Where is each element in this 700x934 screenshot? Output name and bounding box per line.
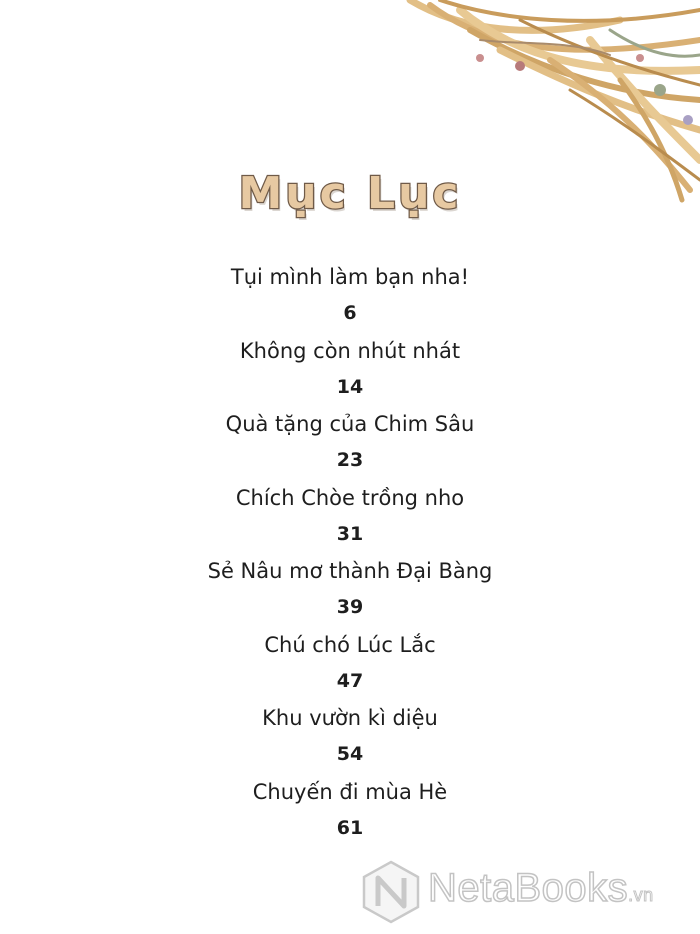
toc-entry [0, 630, 700, 704]
toc-entry-title: Quà tặng của Chim Sâu [225, 412, 475, 436]
toc-entry [0, 262, 700, 336]
toc-entry-title: Tụi mình làm bạn nha! [230, 265, 470, 289]
toc-entry [0, 483, 700, 557]
toc-entry-page: 54 [336, 743, 364, 765]
toc-entry-title: Chuyến đi mùa Hè [252, 779, 448, 804]
toc-entry-page: 14 [336, 375, 364, 398]
toc-entry-title: Sẻ Nâu mơ thành Đại Bàng [207, 559, 493, 583]
toc-entry-title: Không còn nhút nhát [239, 338, 461, 363]
toc-entry-page: 39 [336, 596, 364, 618]
watermark-text [428, 866, 654, 911]
toc-entry [0, 777, 700, 851]
page-title: Mục Lục [238, 168, 462, 219]
netabooks-watermark [362, 858, 700, 924]
toc-entry [0, 409, 700, 483]
toc-entry-title: Chú chó Lúc Lắc [264, 632, 436, 657]
toc-entry-page: 23 [336, 449, 364, 471]
table-of-contents [0, 262, 700, 850]
watermark-domain: .vn [628, 885, 654, 905]
toc-entry [0, 556, 700, 630]
toc-entry-title: Khu vườn kì diệu [262, 706, 438, 730]
toc-entry [0, 336, 700, 410]
toc-entry [0, 703, 700, 777]
toc-entry-page: 61 [336, 816, 364, 839]
watermark-brand: NetaBooks [428, 866, 629, 910]
toc-entry-title: Chích Chòe trồng nho [235, 485, 465, 510]
toc-entry-page: 47 [336, 669, 364, 692]
toc-entry-page: 31 [336, 522, 364, 545]
toc-entry-page: 6 [343, 302, 357, 324]
netabooks-logo-icon [362, 860, 420, 924]
